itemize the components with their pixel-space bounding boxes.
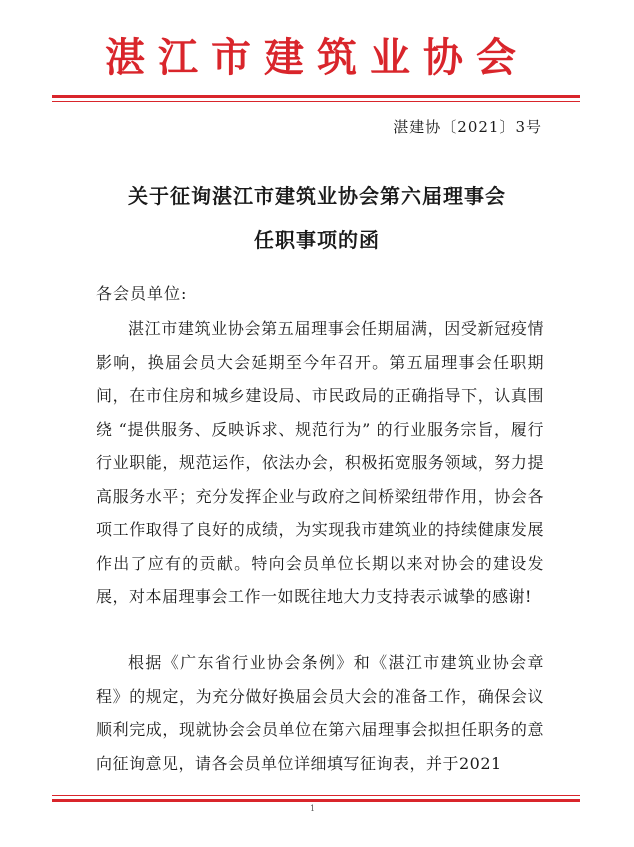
- document-title-line2: 任职事项的函: [254, 228, 380, 252]
- document-number: 湛建协〔2021〕3号: [393, 118, 542, 136]
- document-title-line1: 关于征询湛江市建筑业协会第六届理事会: [128, 184, 506, 208]
- letterhead-title: 湛江市建筑业协会: [105, 34, 529, 81]
- letterhead-rule-thick: [52, 95, 580, 98]
- footer-rule-thin: [52, 795, 580, 796]
- letterhead-rule-thin: [52, 101, 580, 102]
- body-paragraph-1: 湛江市建筑业协会第五届理事会任期届满，因受新冠疫情影响，换届会员大会延期至今年召开。第五届理事会任职期间，在市住房和城乡建设局、市民政局的正确指导下，认真围绕 “提供服务、反映诉求、规范行为” 的行业服务宗旨，履行行业职能，规范运作，依法办会，积极拓宽服务领域，努力提高服务水平；充分发挥企业与政府之间桥梁纽带作用，协会各项工作取得了良好的成绩，为实现我市建筑业的持续健康发展作出了应有的贡献。特向会员单位长期以来对协会的建设发展，对本届理事会工作一如既往地大力支持表示诚挚的感谢!: [96, 319, 544, 606]
- page-number: 1: [310, 804, 316, 813]
- body-paragraph-2: 根据《广东省行业协会条例》和《湛江市建筑业协会章程》的规定，为充分做好换届会员大会的准备工作，确保会议顺利完成，现就协会会员单位在第六届理事会拟担任职务的意向征询意见，请各会员单位详细填写征询表，并于2021: [96, 653, 544, 773]
- salutation: 各会员单位:: [96, 284, 188, 303]
- footer-rule-thick: [52, 799, 580, 802]
